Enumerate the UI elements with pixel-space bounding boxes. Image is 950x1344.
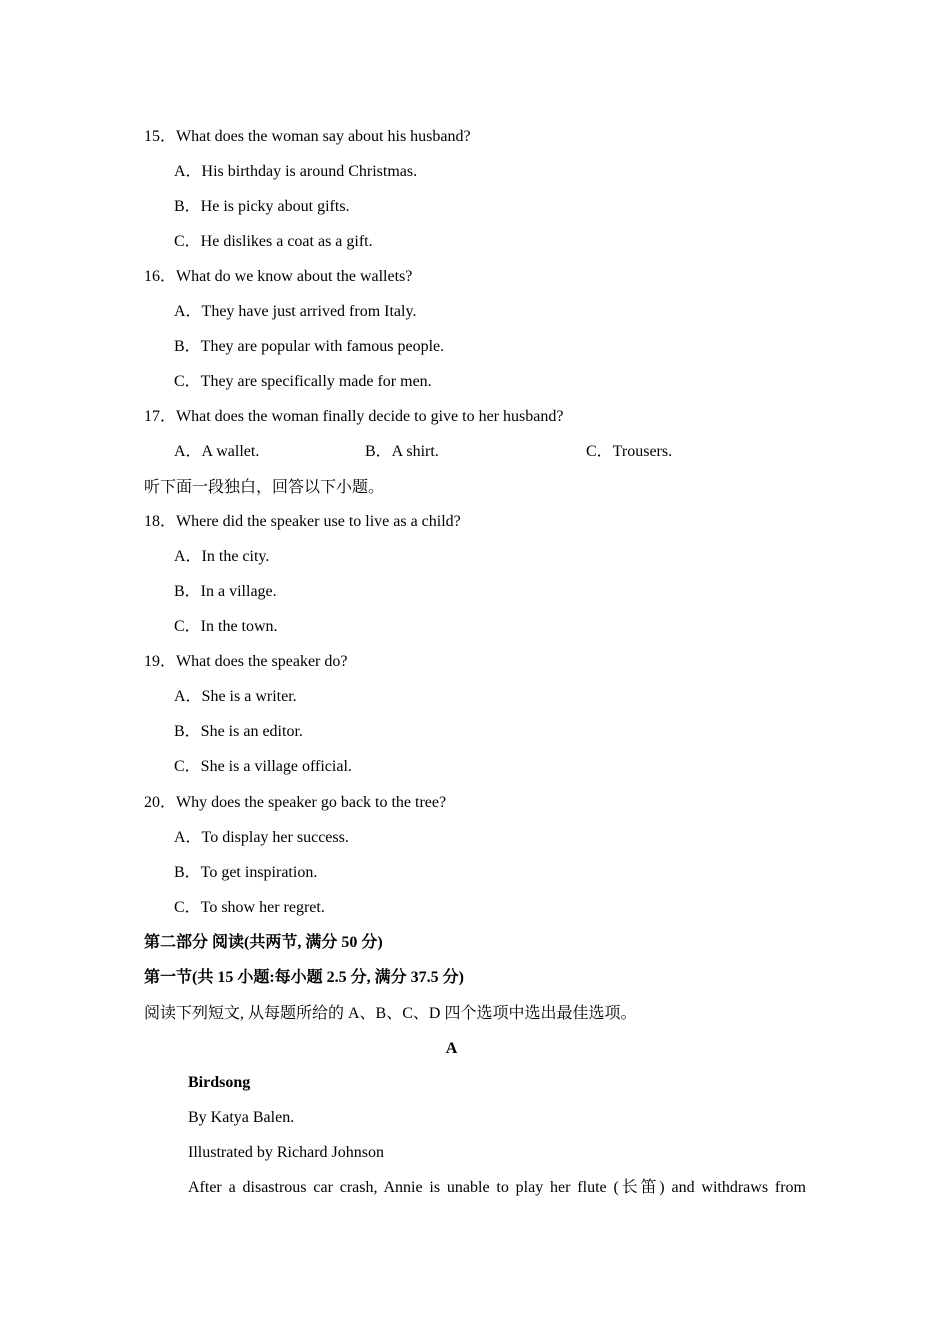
question-17: 17．What does the woman finally decide to give to her husband? — [144, 408, 564, 425]
q15-option-c: C．He dislikes a coat as a gift. — [174, 233, 373, 250]
passage-author: By Katya Balen. — [188, 1109, 295, 1126]
passage-body-line: After a disastrous car crash, Annie is unable to play her flute (长笛) and withdraws from — [188, 1179, 806, 1196]
q18-option-a: A．In the city. — [174, 548, 270, 565]
q17-option-c: C．Trousers. — [586, 443, 673, 460]
question-20: 20．Why does the speaker go back to the tree? — [144, 794, 447, 811]
q17-option-b: B．A shirt. — [365, 443, 439, 460]
q17-option-a: A．A wallet. — [174, 443, 260, 460]
q19-option-a: A．She is a writer. — [174, 688, 297, 705]
q19-option-c: C．She is a village official. — [174, 758, 352, 775]
q16-option-a: A．They have just arrived from Italy. — [174, 303, 417, 320]
reading-instruction: 阅读下列短文, 从每题所给的 A、B、C、D 四个选项中选出最佳选项。 — [144, 1005, 637, 1022]
question-18: 18．Where did the speaker use to live as a child? — [144, 513, 461, 530]
q18-option-b: B．In a village. — [174, 583, 277, 600]
section-one-heading: 第一节(共 15 小题:每小题 2.5 分, 满分 37.5 分) — [144, 969, 464, 986]
question-15: 15．What does the woman say about his husband? — [144, 128, 471, 145]
q19-option-b: B．She is an editor. — [174, 723, 303, 740]
monologue-instruction: 听下面一段独白，回答以下小题。 — [144, 479, 385, 496]
question-19: 19．What does the speaker do? — [144, 653, 348, 670]
passage-label: A — [445, 1040, 458, 1057]
passage-title: Birdsong — [188, 1074, 251, 1091]
q16-option-c: C．They are specifically made for men. — [174, 373, 432, 390]
q15-option-a: A．His birthday is around Christmas. — [174, 163, 418, 180]
q18-option-c: C．In the town. — [174, 618, 278, 635]
q15-option-b: B．He is picky about gifts. — [174, 198, 350, 215]
q20-option-c: C．To show her regret. — [174, 899, 325, 916]
part-two-heading: 第二部分 阅读(共两节, 满分 50 分) — [144, 934, 383, 951]
q20-option-a: A．To display her success. — [174, 829, 349, 846]
question-16: 16．What do we know about the wallets? — [144, 268, 413, 285]
q20-option-b: B．To get inspiration. — [174, 864, 318, 881]
passage-illustrator: Illustrated by Richard Johnson — [188, 1144, 384, 1161]
q16-option-b: B．They are popular with famous people. — [174, 338, 445, 355]
